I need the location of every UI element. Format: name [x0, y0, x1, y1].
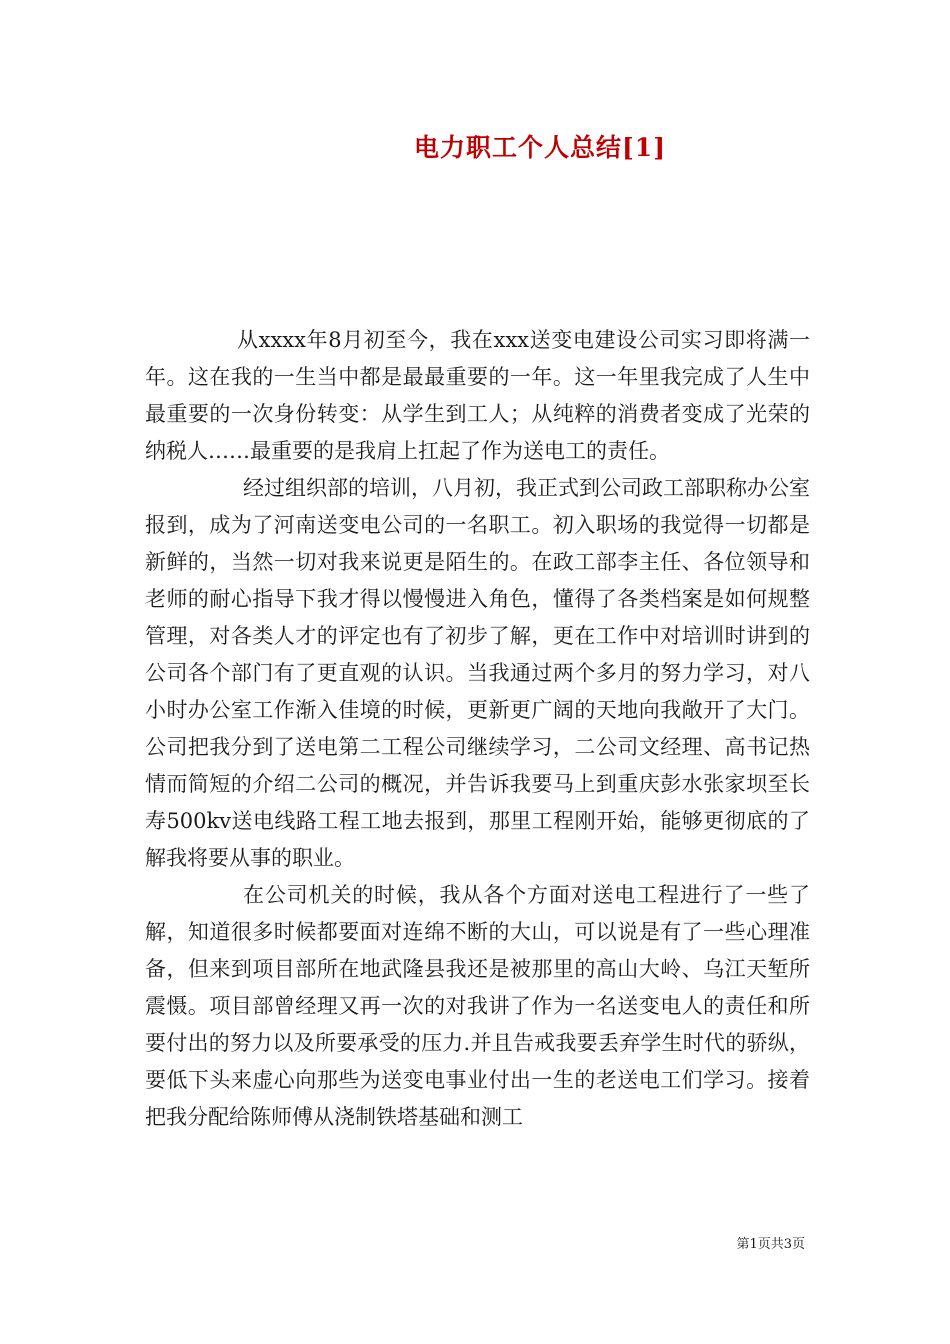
- document-body: [145, 322, 810, 1136]
- paragraph: 在公司机关的时候，我从各个方面对送电工程进行了一些了解，知道很多时候都要面对连绵不断的大山，可以说是有了一些心理准备，但来到项目部所在地武隆县我还是被那里的高山大岭、乌江天堑所震慑。项目部曾经理又再一次的对我讲了作为一名送变电人的责任和所要付出的努力以及所要承受的压力.并且告戒我要丢弃学生时代的骄纵，要低下头来虚心向那些为送变电事业付出一生的老送电工们学习。接着把我分配给陈师傅从浇制铁塔基础和测工: [145, 883, 810, 1129]
- page-number-footer: 第1页共3页: [736, 1237, 805, 1252]
- paragraph: 经过组织部的培训，八月初，我正式到公司政工部职称办公室报到，成为了河南送变电公司的一名职工。初入职场的我觉得一切都是新鲜的，当然一切对我来说更是陌生的。在政工部李主任、各位领导和老师的耐心指导下我才得以慢慢进入角色，懂得了各类档案是如何规整管理，对各类人才的评定也有了初步了解，更在工作中对培训时讲到的公司各个部门有了更直观的认识。当我通过两个多月的努力学习，对八小时办公室工作渐入佳境的时候，更新更广阔的天地向我敞开了大门。公司把我分到了送电第二工程公司继续学习，二公司文经理、高书记热情而简短的介绍二公司的概况，并告诉我要马上到重庆彭水张家坝至长寿500kv送电线路工程工地去报到，那里工程刚开始，能够更彻底的了解我将要从事的职业。: [145, 476, 810, 870]
- document-title: 电力职工个人总结[1]: [413, 133, 667, 162]
- paragraph: 从xxxx年8月初至今，我在xxx送变电建设公司实习即将满一年。这在我的一生当中都是最最重要的一年。这一年里我完成了人生中最重要的一次身份转变：从学生到工人；从纯粹的消费者变成了光荣的纳税人……最重要的是我肩上扛起了作为送电工的责任。: [145, 328, 810, 463]
